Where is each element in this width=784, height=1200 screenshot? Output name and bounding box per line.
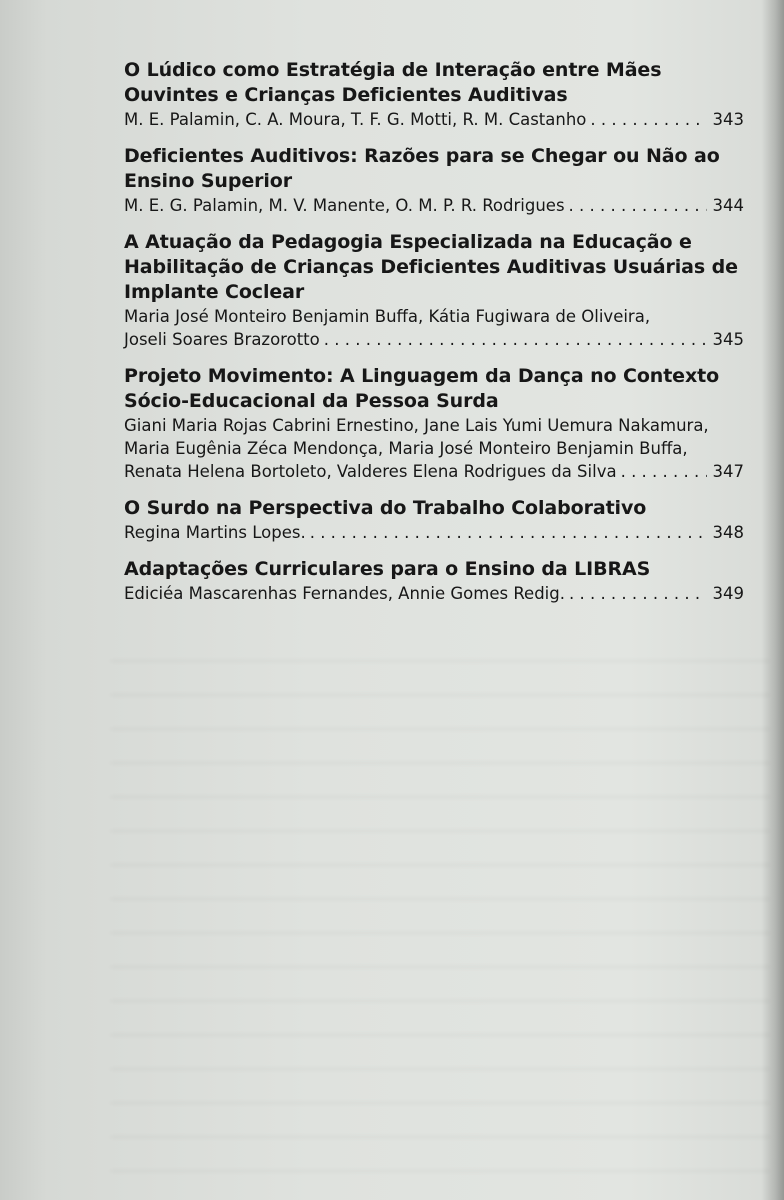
toc-entry-leader-line (124, 521, 744, 544)
toc-entry (124, 58, 744, 131)
toc-entry-leader-line (124, 582, 744, 605)
author-line: Regina Martins Lopes. (124, 523, 306, 542)
page-number: 349 (712, 584, 744, 603)
toc-entry-authors (124, 582, 744, 605)
dot-leader (621, 460, 707, 483)
dot-leader (590, 108, 706, 131)
author-line: Joseli Soares Brazorotto (124, 330, 320, 349)
toc-entry (124, 230, 744, 351)
page-number: 347 (712, 462, 744, 481)
page-number: 345 (712, 330, 744, 349)
author-line: Giani Maria Rojas Cabrini Ernestino, Jane Lais Yumi Uemura Nakamura, (124, 416, 709, 435)
page-number: 343 (712, 110, 744, 129)
page-number: 344 (712, 196, 744, 215)
toc-entry-authors (124, 414, 744, 483)
toc-entry-title: Deficientes Auditivos: Razões para se Chegar ou Não ao Ensino Superior (124, 145, 720, 192)
dot-leader (310, 521, 707, 544)
show-through-text (110, 660, 770, 1180)
toc-entry-title: O Lúdico como Estratégia de Interação entre Mães Ouvintes e Crianças Deficientes Auditivas (124, 59, 662, 106)
toc-entry-title: Projeto Movimento: A Linguagem da Dança no Contexto Sócio-Educacional da Pessoa Surda (124, 365, 720, 412)
table-of-contents (124, 58, 744, 618)
toc-entry-authors (124, 521, 744, 544)
toc-entry (124, 364, 744, 483)
author-line: M. E. G. Palamin, M. V. Manente, O. M. P. R. Rodrigues (124, 196, 565, 215)
toc-entry-leader-line (124, 328, 744, 351)
toc-entry (124, 557, 744, 605)
toc-entry-title: A Atuação da Pedagogia Especializada na Educação e Habilitação de Crianças Deficientes Auditivas Usuárias de Implante Coclear (124, 231, 738, 303)
author-line: Renata Helena Bortoleto, Valderes Elena Rodrigues da Silva (124, 462, 617, 481)
toc-entry-title: Adaptações Curriculares para o Ensino da LIBRAS (124, 558, 651, 580)
toc-entry-authors (124, 305, 744, 351)
dot-leader (569, 582, 707, 605)
toc-entry-leader-line (124, 108, 744, 131)
dot-leader (324, 328, 707, 351)
author-line: Ediciéa Mascarenhas Fernandes, Annie Gomes Redig. (124, 584, 565, 603)
page-edge-shadow (762, 0, 784, 1200)
author-line: Maria Eugênia Zéca Mendonça, Maria José Monteiro Benjamin Buffa, (124, 439, 688, 458)
toc-entry-leader-line (124, 194, 744, 217)
page-number: 348 (712, 523, 744, 542)
author-line: Maria José Monteiro Benjamin Buffa, Kátia Fugiwara de Oliveira, (124, 307, 651, 326)
toc-entry-authors (124, 108, 744, 131)
author-line: M. E. Palamin, C. A. Moura, T. F. G. Motti, R. M. Castanho (124, 110, 587, 129)
toc-entry (124, 496, 744, 544)
dot-leader (569, 194, 707, 217)
toc-entry-leader-line (124, 460, 744, 483)
toc-entry-authors (124, 194, 744, 217)
toc-entry-title: O Surdo na Perspectiva do Trabalho Colaborativo (124, 497, 647, 519)
toc-entry (124, 144, 744, 217)
